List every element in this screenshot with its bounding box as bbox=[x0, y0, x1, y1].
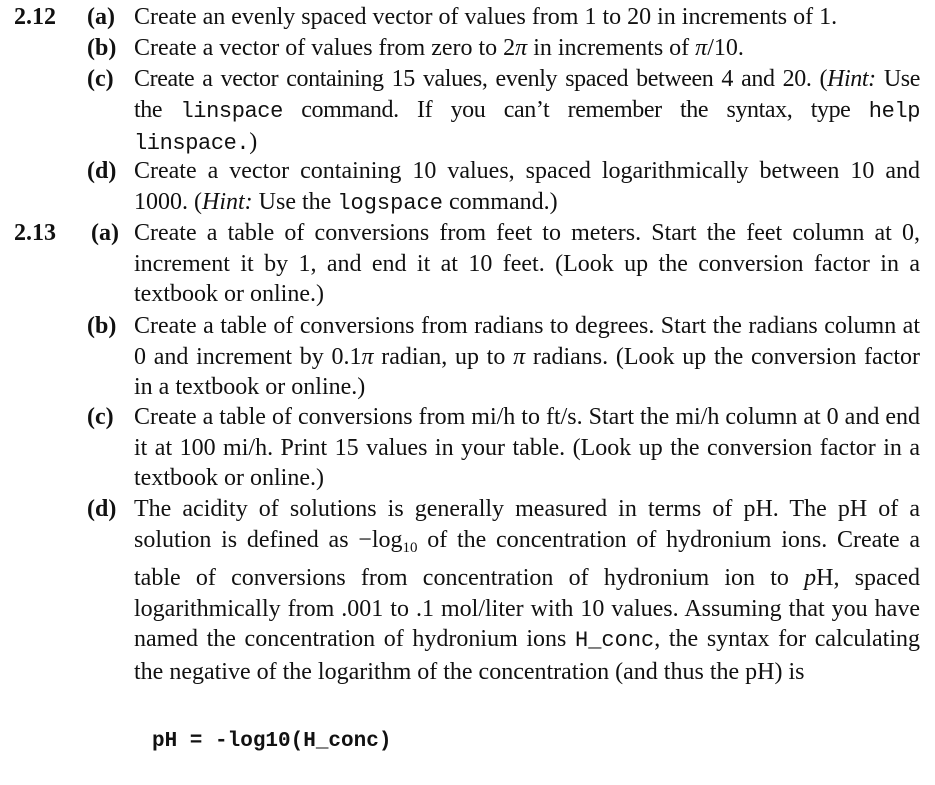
code-example: pH = -log10(H_conc) bbox=[152, 730, 392, 753]
text-segment: Use the bbox=[134, 66, 920, 123]
part-text: Create a table of conversions from feet to meters. Start the feet column at 0, increment it by 1, and end it at 10 feet. (Look up the conversion factor in a textbook or online.) bbox=[134, 220, 920, 308]
text-segment: radians. (Look up the conversion factor in a textbook or online.) bbox=[134, 343, 920, 401]
italic-p: p bbox=[804, 565, 817, 592]
part-letter: (a) bbox=[91, 220, 119, 246]
part-text bbox=[134, 64, 920, 160]
text-segment: Create a vector containing 15 values, evenly spaced between 4 and 20. ( bbox=[134, 66, 828, 92]
text-segment: H, spaced logarithmically from .001 to .1 mol/liter with 10 values. Assuming that you have named the concentration of hydronium ions bbox=[134, 565, 920, 653]
part-letter: (d) bbox=[87, 496, 117, 522]
part-text bbox=[134, 311, 920, 403]
pi-symbol: π bbox=[513, 343, 526, 370]
hint-label: Hint: bbox=[827, 66, 876, 92]
part-text bbox=[134, 33, 920, 64]
part-letter: (b) bbox=[87, 313, 117, 339]
code-h-conc: H_conc bbox=[575, 628, 655, 654]
pi-symbol: π bbox=[515, 35, 528, 61]
code-linspace: linspace bbox=[180, 98, 283, 124]
text-segment: Use the bbox=[252, 188, 338, 215]
text-segment: , the syntax for calculating the negative of the logarithm of the concentration (and thus the pH) is bbox=[134, 626, 920, 685]
text-segment: Create a vector containing 10 values, spaced logarithmically between 10 and 1000. ( bbox=[134, 158, 920, 215]
code-help-linspace: help linspace. bbox=[134, 98, 920, 157]
part-letter: (d) bbox=[87, 158, 117, 184]
text-segment: Create a vector of values from zero to 2 bbox=[134, 35, 516, 61]
text-segment: radian, up to bbox=[373, 343, 514, 370]
text-segment: command.) bbox=[442, 188, 558, 215]
code-logspace: logspace bbox=[337, 190, 443, 216]
text-segment: /10. bbox=[707, 35, 744, 61]
problem-number: 2.12 bbox=[14, 4, 56, 30]
text-segment: Create a table of conversions from radians to degrees. Start the radians column at 0 and increment by 0.1 bbox=[134, 313, 920, 370]
hint-label: Hint: bbox=[202, 188, 253, 215]
text-segment: The acidity of solutions is generally measured in terms of pH. The pH of a solution is defined as −log bbox=[134, 496, 920, 553]
text-segment: in increments of bbox=[527, 35, 696, 61]
part-text bbox=[134, 156, 920, 219]
pi-symbol: π bbox=[361, 343, 374, 370]
subscript-10: 10 bbox=[402, 539, 418, 556]
text-segment: command. If you can’t remember the syntax, type bbox=[282, 96, 869, 123]
text-segment: of the concentration of hydronium ions. Create a table of conversions from concentration of hydronium ion to bbox=[134, 526, 920, 592]
part-text: Create an evenly spaced vector of values from 1 to 20 in increments of 1. bbox=[134, 4, 838, 30]
part-text: Create a table of conversions from mi/h to ft/s. Start the mi/h column at 0 and end it at 100 mi/h. Print 15 values in your table. (Look up the conversion factor in a textbook or online.) bbox=[134, 404, 920, 492]
text-segment: ) bbox=[249, 129, 257, 156]
pi-symbol: π bbox=[695, 35, 708, 61]
problem-number: 2.13 bbox=[14, 220, 56, 246]
part-text bbox=[134, 494, 920, 688]
part-letter: (c) bbox=[87, 404, 114, 430]
part-letter: (b) bbox=[87, 35, 117, 61]
part-letter: (c) bbox=[87, 66, 114, 92]
part-letter: (a) bbox=[87, 4, 115, 30]
